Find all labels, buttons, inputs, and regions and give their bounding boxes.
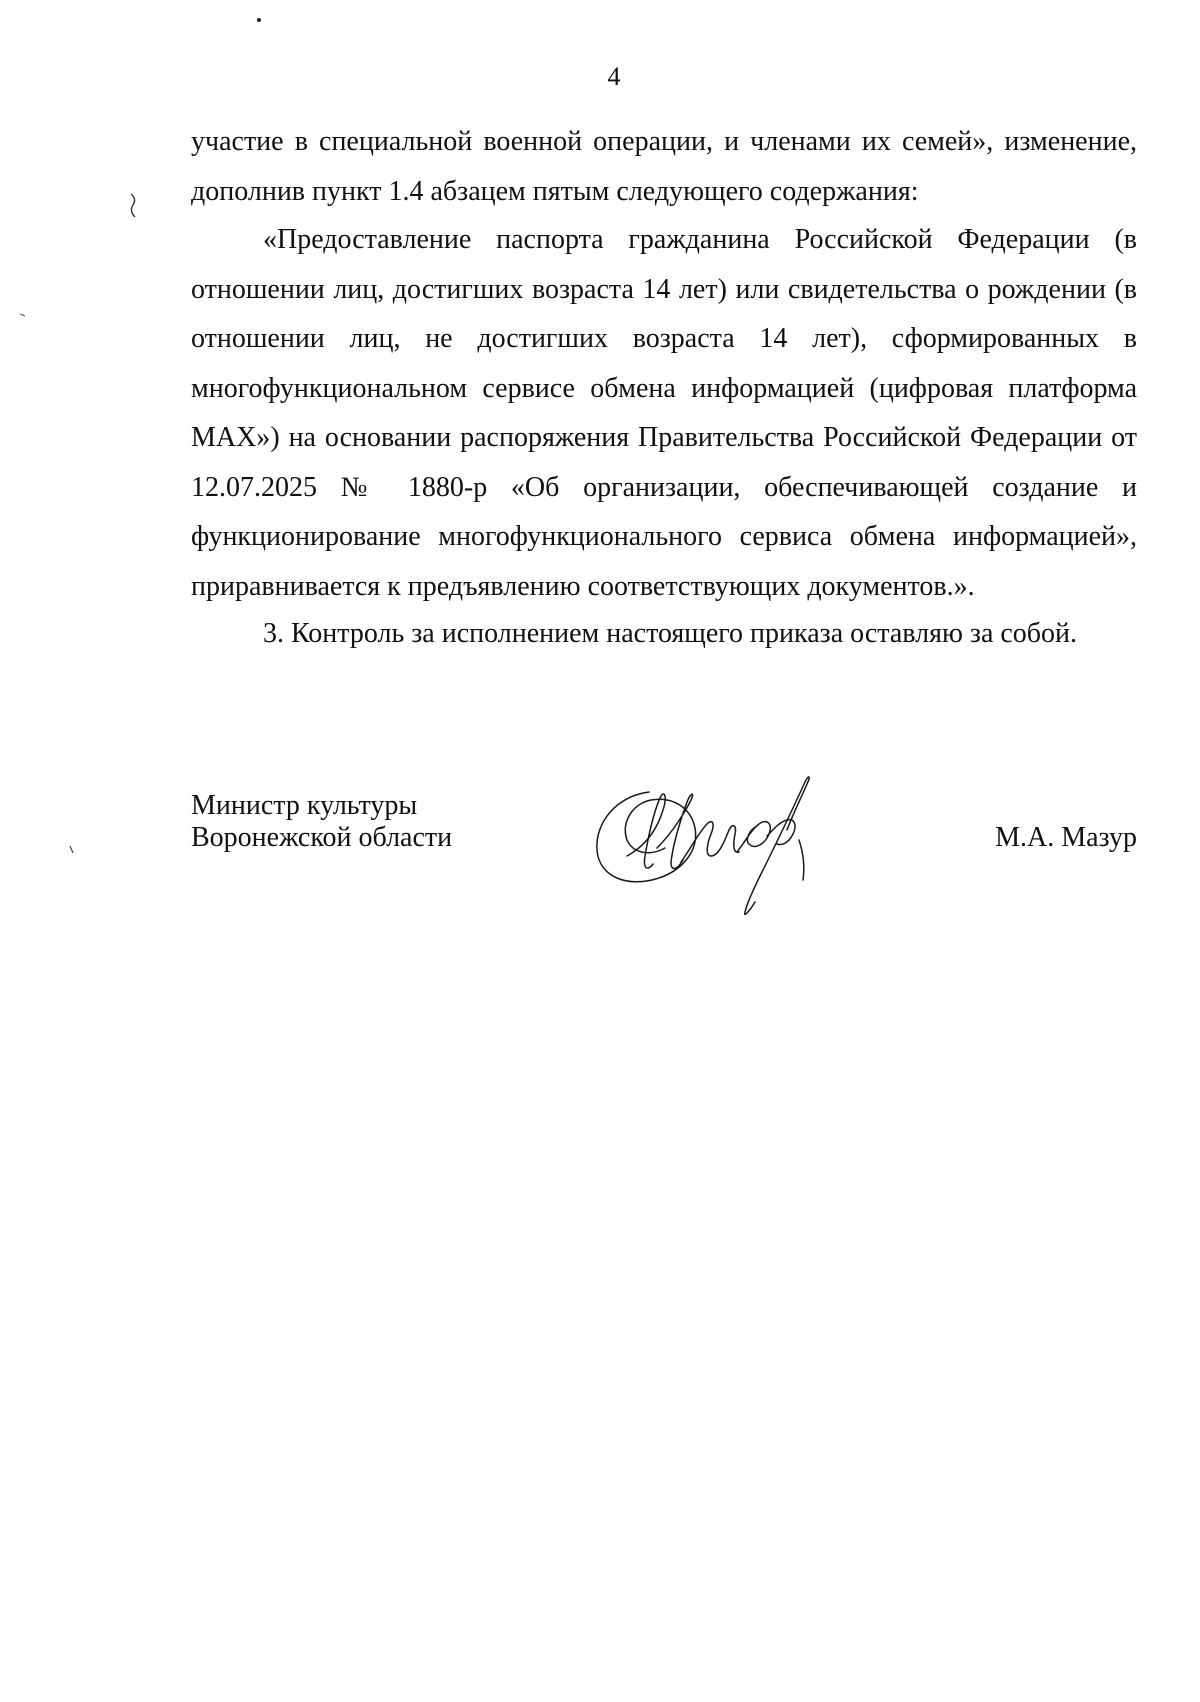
signer-title (191, 790, 452, 854)
signer-title-line: Воронежской области (191, 822, 453, 853)
handwritten-signature (587, 770, 829, 920)
scan-speck (257, 18, 261, 22)
margin-mark (14, 300, 44, 330)
signer-name: М.А. Мазур (995, 822, 1137, 853)
margin-mark (62, 838, 92, 868)
signer-title-line: Министр культуры (191, 790, 418, 821)
signature-block (191, 790, 1137, 930)
margin-mark (119, 190, 149, 220)
page-number: 4 (607, 62, 621, 91)
body-paragraph: участие в специальной военной операции, и членами их семей», изменение, дополнив пункт 1.4 абзацем пятым следующего содержания: (191, 126, 1137, 207)
body-paragraph: 3. Контроль за исполнением настоящего приказа оставляю за собой. (263, 618, 1078, 649)
body-paragraph: «Предоставление паспорта гражданина Российской Федерации (в отношении лиц, достигших возраста 14 лет) или свидетельства о рождении (в отношении лиц, не достигших возраста 14 лет), сформированных в многофункциональном сервисе обмена информацией (цифровая платформа MAX») на основании распоряжения Правительства Российской Федерации от 12.07.2025 № 1880-р «Об организации, обеспечивающей создание и функционирование многофункционального сервиса обмена информацией», приравнивается к предъявлению соответствующих документов.». (191, 224, 1137, 602)
